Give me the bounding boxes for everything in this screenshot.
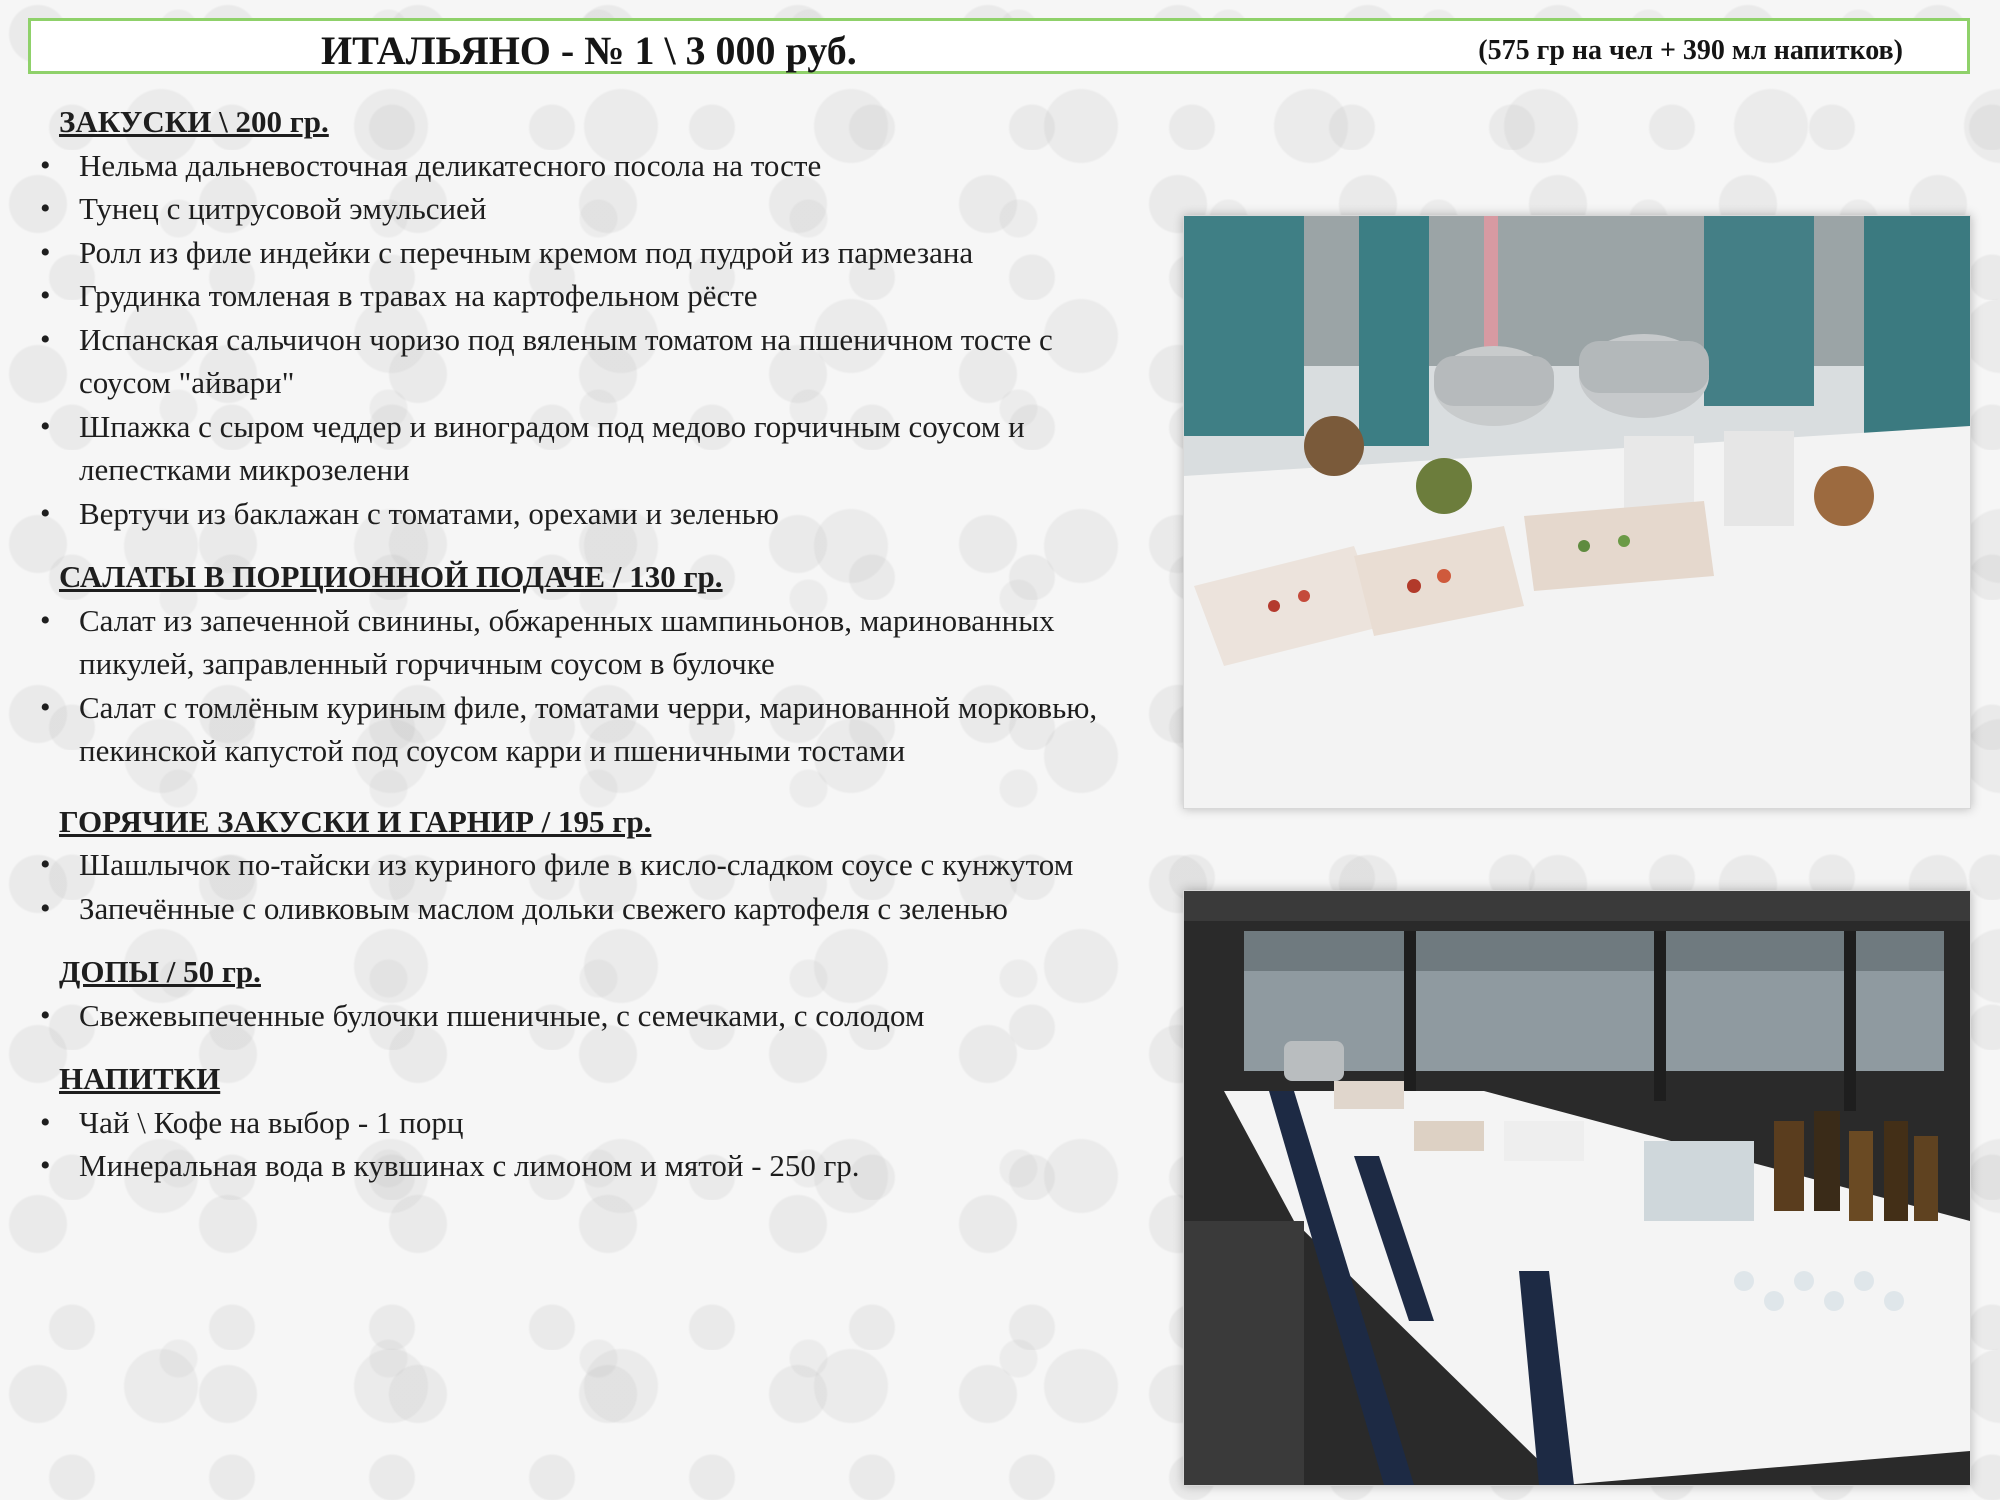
menu-sections bbox=[34, 100, 1144, 1188]
list-item: • Минеральная вода в кувшинах с лимоном и мятой - 250 гр. bbox=[34, 1144, 1144, 1188]
section-title: САЛАТЫ В ПОРЦИОННОЙ ПОДАЧЕ / 130 гр. bbox=[59, 559, 723, 594]
section-title: ЗАКУСКИ \ 200 гр. bbox=[59, 104, 329, 139]
section-title: ГОРЯЧИЕ ЗАКУСКИ И ГАРНИР / 195 гр. bbox=[59, 803, 652, 839]
list-item: • Свежевыпеченные булочки пшеничные, с семечками, с солодом bbox=[34, 994, 1144, 1038]
section-hot-appetizers bbox=[34, 800, 1144, 931]
portion-note: (575 гр на чел + 390 мл напитков) bbox=[1478, 35, 1903, 66]
list-item: • Испанская сальчичон чоризо под вяленым томатом на пшеничном тосте с соусом "айвари" bbox=[34, 318, 1144, 405]
list-item: • Салат из запеченной свинины, обжаренных шампиньонов, маринованных пикулей, заправленный горчичным соусом в булочке bbox=[34, 599, 1144, 686]
menu-title: ИТАЛЬЯНО - № 1 \ 3 000 руб. bbox=[321, 28, 857, 73]
section-title: ДОПЫ / 50 гр. bbox=[59, 954, 261, 989]
item-list bbox=[34, 599, 1144, 773]
buffet-table-image bbox=[1184, 216, 1970, 808]
list-item: • Вертучи из баклажан с томатами, орехами и зеленью bbox=[34, 492, 1144, 536]
item-list bbox=[34, 144, 1144, 536]
list-item: • Салат с томлёным куриным филе, томатами черри, маринованной морковью, пекинской капустой под соусом карри и пшеничными тостами bbox=[34, 686, 1144, 773]
section-extras bbox=[34, 950, 1144, 1037]
list-item: • Ролл из филе индейки с перечным кремом под пудрой из пармезана bbox=[34, 231, 1144, 275]
list-item: • Запечённые с оливковым маслом дольки свежего картофеля с зеленью bbox=[34, 887, 1144, 931]
section-salads bbox=[34, 555, 1144, 773]
list-item: • Тунец с цитрусовой эмульсией bbox=[34, 187, 1144, 231]
section-title: НАПИТКИ bbox=[59, 1061, 221, 1096]
menu-header bbox=[28, 18, 1970, 74]
buffet-photo-top bbox=[1183, 215, 1971, 809]
list-item: • Грудинка томленая в травах на картофельном рёсте bbox=[34, 274, 1144, 318]
buffet-photo-bottom bbox=[1183, 890, 1971, 1486]
item-list bbox=[34, 994, 1144, 1038]
item-list bbox=[34, 1101, 1144, 1188]
list-item: • Шпажка с сыром чеддер и виноградом под медово горчичным соусом и лепестками микрозелени bbox=[34, 405, 1144, 492]
list-item: • Нельма дальневосточная деликатесного посола на тосте bbox=[34, 144, 1144, 188]
list-item: • Шашлычок по-тайски из куриного филе в кисло-сладком соусе с кунжутом bbox=[34, 843, 1144, 887]
section-zakuski bbox=[34, 100, 1144, 535]
boat-buffet-image bbox=[1184, 891, 1970, 1485]
item-list bbox=[34, 843, 1144, 930]
list-item: • Чай \ Кофе на выбор - 1 порц bbox=[34, 1101, 1144, 1145]
section-drinks bbox=[34, 1057, 1144, 1188]
